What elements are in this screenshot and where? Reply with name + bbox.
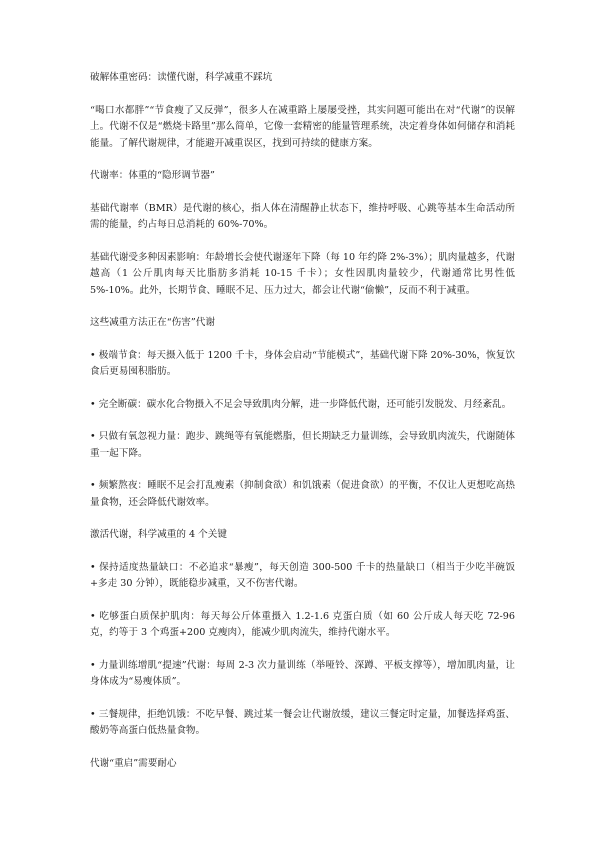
bullet-item-protein: • 吃够蛋白质保护肌肉：每天每公斤体重摄入 1.2-1.6 克蛋白质（如 60 公斤成人每天吃 72-96 克，约等于 3 个鸡蛋+200 克瘦肉），能减少肌肉流失，维持代谢水平。 bbox=[90, 610, 515, 638]
bullet-item-calorie-deficit: • 保持适度热量缺口：不必追求“暴瘦”，每天创造 300-500 千卡的热量缺口（相当于少吃半碗饭+多走 30 分钟），既能稳步减重，又不伤害代谢。 bbox=[90, 561, 515, 589]
section-heading-harmful-methods: 这些减重方法正在“伤害”代谢 bbox=[90, 317, 215, 328]
bullet-item-regular-meals: • 三餐规律，拒绝饥饿：不吃早餐、跳过某一餐会让代谢放缓，建议三餐定时定量，加餐选择鸡蛋、酸奶等高蛋白低热量食物。 bbox=[90, 708, 515, 736]
bmr-factors-paragraph: 基础代谢受多种因素影响：年龄增长会使代谢逐年下降（每 10 年约降 2%-3%）；肌肉量越多，代谢越高（1 公斤肌肉每天比脂肪多消耗 10-15 千卡）；女性因肌肉量较少，代谢通常比男性低 5%-10%。此外，长期节食、睡眠不足、压力过大，都会让代谢“偷懒”，反而不利于减重。 bbox=[90, 251, 515, 296]
bullet-item-staying-up-late: • 频繁熬夜：睡眠不足会打乱瘦素（抑制食欲）和饥饿素（促进食欲）的平衡，不仅让人更想吃高热量食物，还会降低代谢效率。 bbox=[90, 480, 515, 508]
section-heading-activate-metabolism: 激活代谢，科学减重的 4 个关键 bbox=[90, 529, 227, 540]
section-heading-patience: 代谢“重启”需要耐心 bbox=[90, 757, 177, 769]
section-heading-metabolic-rate: 代谢率：体重的“隐形调节器” bbox=[90, 170, 215, 181]
article-body bbox=[90, 70, 515, 788]
bullet-item-no-carbs: • 完全断碳：碳水化合物摄入不足会导致肌肉分解，进一步降低代谢，还可能引发脱发、月经紊乱。 bbox=[90, 398, 512, 410]
intro-paragraph: “喝口水都胖”“节食瘦了又反弹”，很多人在减重路上屡屡受挫，其实问题可能出在对“代谢”的误解上。代谢不仅是“燃烧卡路里”那么简单，它像一套精密的能量管理系统，决定着身体如何储存和消耗能量。了解代谢规律，才能避开减重误区，找到可持续的健康方案。 bbox=[90, 104, 515, 149]
article-title: 破解体重密码：读懂代谢，科学减重不踩坑 bbox=[90, 72, 273, 83]
bullet-item-extreme-dieting: • 极端节食：每天摄入低于 1200 千卡，身体会启动“节能模式”，基础代谢下降 20%-30%，恢复饮食后更易囤积脂肪。 bbox=[90, 349, 515, 377]
bullet-item-strength-training: • 力量训练增肌“提速”代谢：每周 2-3 次力量训练（举哑铃、深蹲、平板支撑等），增加肌肉量，让身体成为“易瘦体质”。 bbox=[90, 659, 515, 687]
bmr-definition-paragraph: 基础代谢率（BMR）是代谢的核心，指人体在清醒静止状态下，维持呼吸、心跳等基本生命活动所需的能量，约占每日总消耗的 60%-70%。 bbox=[90, 202, 515, 230]
bullet-item-cardio-only: • 只做有氧忽视力量：跑步、跳绳等有氧能燃脂，但长期缺乏力量训练，会导致肌肉流失，代谢随体重一起下降。 bbox=[90, 431, 515, 459]
